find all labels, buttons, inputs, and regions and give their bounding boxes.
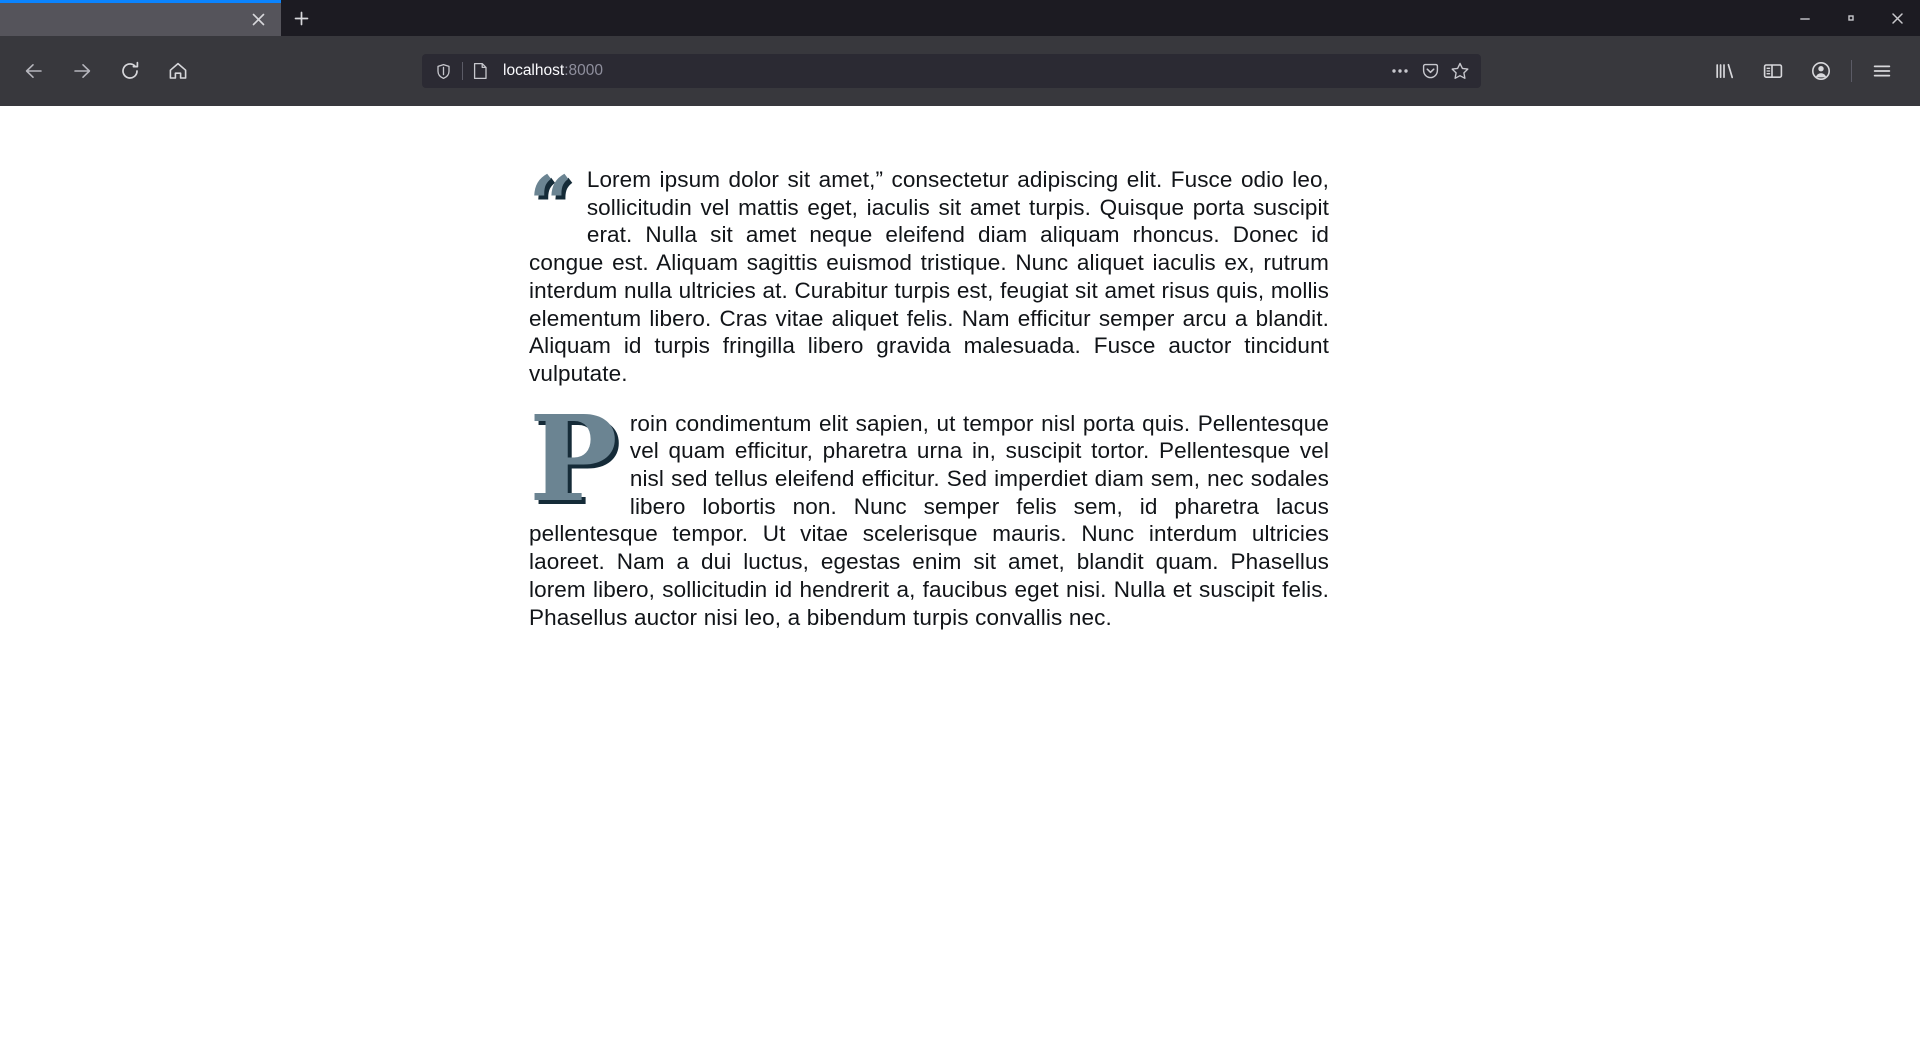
quote-mark-initial: “ bbox=[529, 159, 573, 248]
home-button[interactable] bbox=[158, 51, 198, 91]
account-icon bbox=[1810, 60, 1832, 82]
window-controls bbox=[1782, 0, 1920, 36]
url-port: :8000 bbox=[564, 62, 603, 79]
plus-icon bbox=[294, 11, 309, 26]
tab-strip bbox=[0, 0, 1920, 36]
url-text[interactable] bbox=[493, 62, 1385, 80]
arrow-left-icon bbox=[23, 60, 45, 82]
urlbar-container bbox=[202, 54, 1701, 88]
document-body bbox=[529, 106, 1329, 631]
arrow-right-icon bbox=[71, 60, 93, 82]
toolbar-divider bbox=[1851, 60, 1852, 82]
urlbar-actions bbox=[1385, 56, 1475, 86]
maximize-icon bbox=[1845, 12, 1857, 24]
close-icon[interactable] bbox=[245, 7, 271, 33]
page-identity-icon[interactable] bbox=[468, 62, 493, 80]
hamburger-menu-icon bbox=[1871, 60, 1893, 82]
sidebar-icon bbox=[1762, 60, 1784, 82]
minimize-button[interactable] bbox=[1782, 0, 1828, 36]
pocket-save-icon[interactable] bbox=[1415, 56, 1445, 86]
library-button[interactable] bbox=[1705, 51, 1745, 91]
page-actions-icon[interactable] bbox=[1385, 56, 1415, 86]
paragraph-quote bbox=[529, 159, 1329, 388]
reload-icon bbox=[119, 60, 141, 82]
reload-button[interactable] bbox=[110, 51, 150, 91]
paragraph-dropcap bbox=[529, 388, 1329, 632]
home-icon bbox=[167, 60, 189, 82]
close-icon bbox=[1891, 12, 1904, 25]
library-icon bbox=[1714, 60, 1736, 82]
maximize-button[interactable] bbox=[1828, 0, 1874, 36]
url-host: localhost bbox=[503, 62, 565, 79]
sidebar-button[interactable] bbox=[1753, 51, 1793, 91]
paragraph-quote-text: Lorem ipsum dolor sit amet,” consectetur adipiscing elit. Fusce odio leo, sollicitudin vel mattis eget, iaculis sit amet turpis. Quisque porta suscipit erat. Nulla sit amet neque eleifend diam aliquam rhoncus. Donec id congue est. Aliquam sagittis euismod tristique. Nunc aliquet iaculis ex, rutrum interdum nulla ultricies at. Curabitur turpis est, feugiat sit amet risus quis, mollis elementum libero. Cras vitae aliquet felis. Nam efficitur semper arcu a blandit. Aliquam id turpis fringilla libero gravida malesuada. Fusce auctor tincidunt vulputate. bbox=[529, 167, 1329, 386]
account-button[interactable] bbox=[1801, 51, 1841, 91]
urlbar-divider bbox=[462, 62, 463, 80]
tracking-protection-icon[interactable] bbox=[430, 57, 457, 85]
drop-cap-initial: P bbox=[529, 388, 618, 528]
back-button[interactable] bbox=[14, 51, 54, 91]
navigation-toolbar bbox=[0, 36, 1920, 106]
minimize-icon bbox=[1799, 12, 1811, 24]
toolbar-right bbox=[1701, 51, 1910, 91]
new-tab-button[interactable] bbox=[281, 0, 321, 36]
page-viewport[interactable] bbox=[0, 106, 1920, 1044]
bookmark-star-icon[interactable] bbox=[1445, 56, 1475, 86]
address-bar[interactable] bbox=[422, 54, 1481, 88]
app-menu-button[interactable] bbox=[1862, 51, 1902, 91]
forward-button[interactable] bbox=[62, 51, 102, 91]
paragraph-dropcap-text: roin condimentum elit sapien, ut tempor nisl porta quis. Pellentesque vel quam efficitur, pharetra urna in, suscipit tortor. Pellentesque vel nisl sed tellus eleifend efficitur. Sed imperdiet diam sem, nec sodales libero lobortis non. Nunc semper felis sem, id pharetra lacus pellentesque tempor. Ut vitae scelerisque mauris. Nunc interdum ultricies laoreet. Nam a dui luctus, egestas enim sit amet, blandit quam. Phasellus lorem libero, sollicitudin id hendrerit a, faucibus eget nisi. Nulla et suscipit felis. Phasellus auctor nisi leo, a bibendum turpis convallis nec. bbox=[529, 410, 1329, 630]
close-window-button[interactable] bbox=[1874, 0, 1920, 36]
tab-active[interactable] bbox=[0, 0, 281, 36]
